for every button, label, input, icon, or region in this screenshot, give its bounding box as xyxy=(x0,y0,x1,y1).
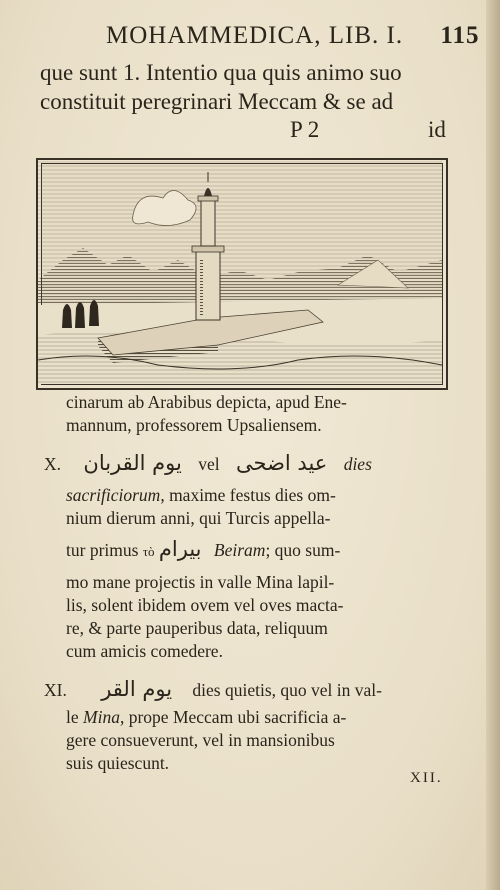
footer-catchword: XII. xyxy=(410,770,443,786)
entry-x-line-5: mo mane projectis in valle Mina lapil- xyxy=(66,572,335,592)
entry-x-line-7: re, & parte pauperibus data, reliquum xyxy=(66,618,328,638)
entry-x-line-1 xyxy=(44,451,372,475)
text-line-1: que sunt 1. Intentio qua quis animo suo xyxy=(40,60,402,85)
entry-xi-numeral: XI. xyxy=(44,680,67,700)
engraving-drawing xyxy=(38,160,442,384)
catchword-top: id xyxy=(428,117,446,142)
sacrificiorum-word: sacrificiorum xyxy=(66,485,161,505)
running-header xyxy=(106,22,479,50)
entry-x-numeral: X. xyxy=(44,454,62,474)
mina-word: Mina xyxy=(83,707,120,727)
engraving-illustration xyxy=(36,158,448,390)
entry-x-line-8: cum amicis comedere. xyxy=(66,641,223,661)
page-number: 115 xyxy=(440,22,480,49)
entry-x-line-3: nium dierum anni, qui Turcis appella- xyxy=(66,508,331,528)
entry-x-line-6: lis, solent ibidem ovem vel oves macta- xyxy=(66,595,344,615)
caption-line-1: cinarum ab Arabibus depicta, apud Ene- xyxy=(66,392,347,412)
entry-xi-line-4: suis quiescunt. xyxy=(66,753,170,773)
entry-x-line-2-rest: , maxime festus dies om- xyxy=(160,485,336,505)
arabic-term-4: يوم القر xyxy=(101,677,173,701)
entry-x-line-4 xyxy=(66,537,340,561)
arabic-term-3: بيرام xyxy=(158,537,202,561)
entry-xi-line-2-a: le xyxy=(66,707,79,727)
caption-line-2: mannum, professorem Upsaliensem. xyxy=(66,415,322,435)
entry-x-line-2 xyxy=(66,485,336,506)
entry-xi-line-1-rest: dies quietis, quo vel in val- xyxy=(192,680,382,700)
signature-mark: P 2 xyxy=(290,117,320,142)
greek-article: τὸ xyxy=(142,544,155,559)
text-line-2: constituit peregrinari Meccam & se ad xyxy=(40,89,394,114)
entry-xi-line-2 xyxy=(66,707,346,728)
arabic-term-1: يوم القربان xyxy=(83,451,182,475)
book-spine-shadow xyxy=(486,0,500,890)
entry-xi-line-2-b: , prope Meccam ubi sacrificia a- xyxy=(119,707,347,727)
vel-word: vel xyxy=(198,454,220,474)
beiram-word: Beiram xyxy=(213,540,266,560)
dies-word: dies xyxy=(343,454,372,474)
entry-xi-line-1 xyxy=(44,677,382,701)
entry-x-line-4-a: tur primus xyxy=(66,540,139,560)
running-title: MOHAMMEDICA, LIB. I. xyxy=(106,22,404,49)
arabic-term-2: عيد اضحى xyxy=(236,451,328,475)
entry-x-line-4-b: ; quo sum- xyxy=(265,540,341,560)
entry-xi-line-3: gere consueverunt, vel in mansionibus xyxy=(66,730,335,750)
